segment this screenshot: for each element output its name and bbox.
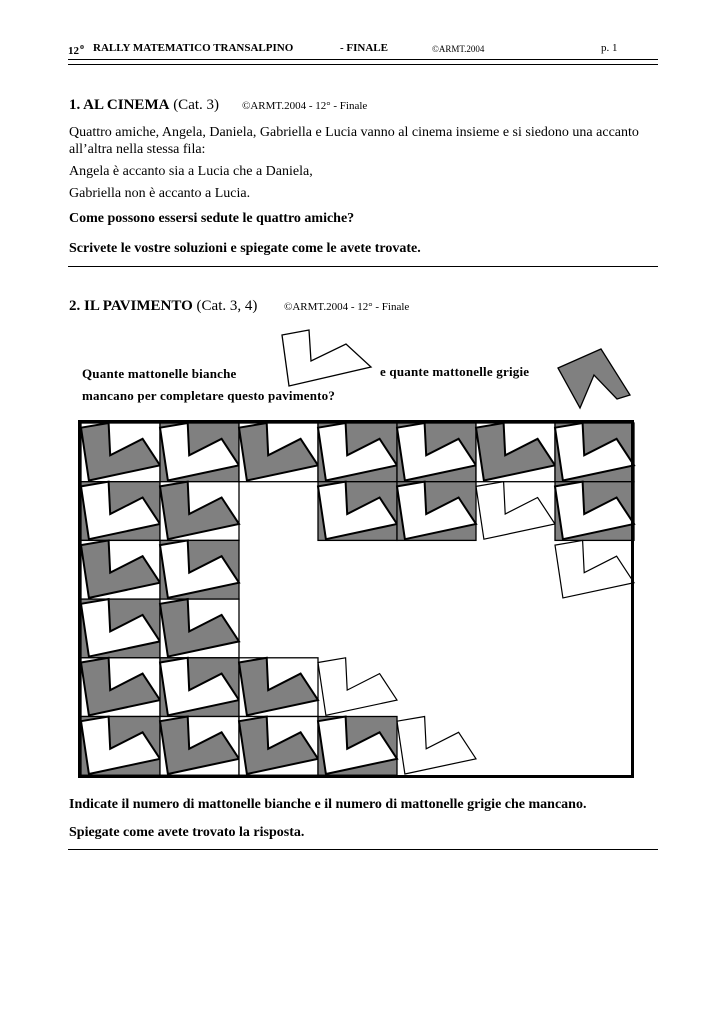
problem2-question-part1: Quante mattonelle bianche [82, 366, 237, 381]
problem2-question-part3: e quante mattonelle grigie [380, 364, 530, 379]
section-divider-2 [68, 849, 658, 850]
problem1-line2: Angela è accanto sia a Lucia che a Daniela, [69, 164, 313, 179]
problem2-title: 2. IL PAVIMENTO (Cat. 3, 4) [69, 298, 258, 314]
problem2-instruction1: Indicate il numero di mattonelle bianche e il numero di mattonelle grigie che mancano. [69, 797, 587, 812]
problem1-instruction: Scrivete le vostre soluzioni e spiegate come le avete trovate. [69, 241, 421, 256]
problem2-question-part2: mancano per completare questo pavimento? [82, 388, 336, 403]
tile-outline [555, 540, 634, 598]
header-stage: - FINALE [340, 42, 388, 54]
header-edition: 12$^o$ [68, 42, 84, 57]
header-page: p. 1 [601, 42, 618, 54]
problem2-instruction2: Spiegate come avete trovato la risposta. [69, 825, 305, 840]
tile-outline [476, 482, 555, 540]
header-copyright: ©ARMT.2004 [432, 44, 485, 54]
problem1-paragraph: Quattro amiche, Angela, Daniela, Gabriella e Lucia vanno al cinema insieme e si siedono una accanto all’altra nella stessa fila: [69, 125, 639, 157]
problem1-line3: Gabriella non è accanto a Lucia. [69, 186, 251, 201]
problem1-question: Come possono essersi sedute le quattro amiche? [69, 211, 355, 226]
header-rule-1 [68, 59, 658, 60]
section-divider-1 [68, 266, 658, 267]
tile-outline [397, 717, 476, 775]
floor-grid [78, 420, 634, 778]
header-title: RALLY MATEMATICO TRANSALPINO [93, 42, 294, 54]
problem1-title: 1. AL CINEMA (Cat. 3) [69, 97, 220, 113]
problem1-meta: ©ARMT.2004 - 12° - Finale [242, 100, 368, 112]
header-rule-2 [68, 64, 658, 65]
tile-outline [318, 658, 397, 716]
gray-tile-sample-icon [556, 348, 632, 410]
white-tile-sample-icon [282, 330, 374, 390]
problem2-meta: ©ARMT.2004 - 12° - Finale [284, 301, 410, 313]
